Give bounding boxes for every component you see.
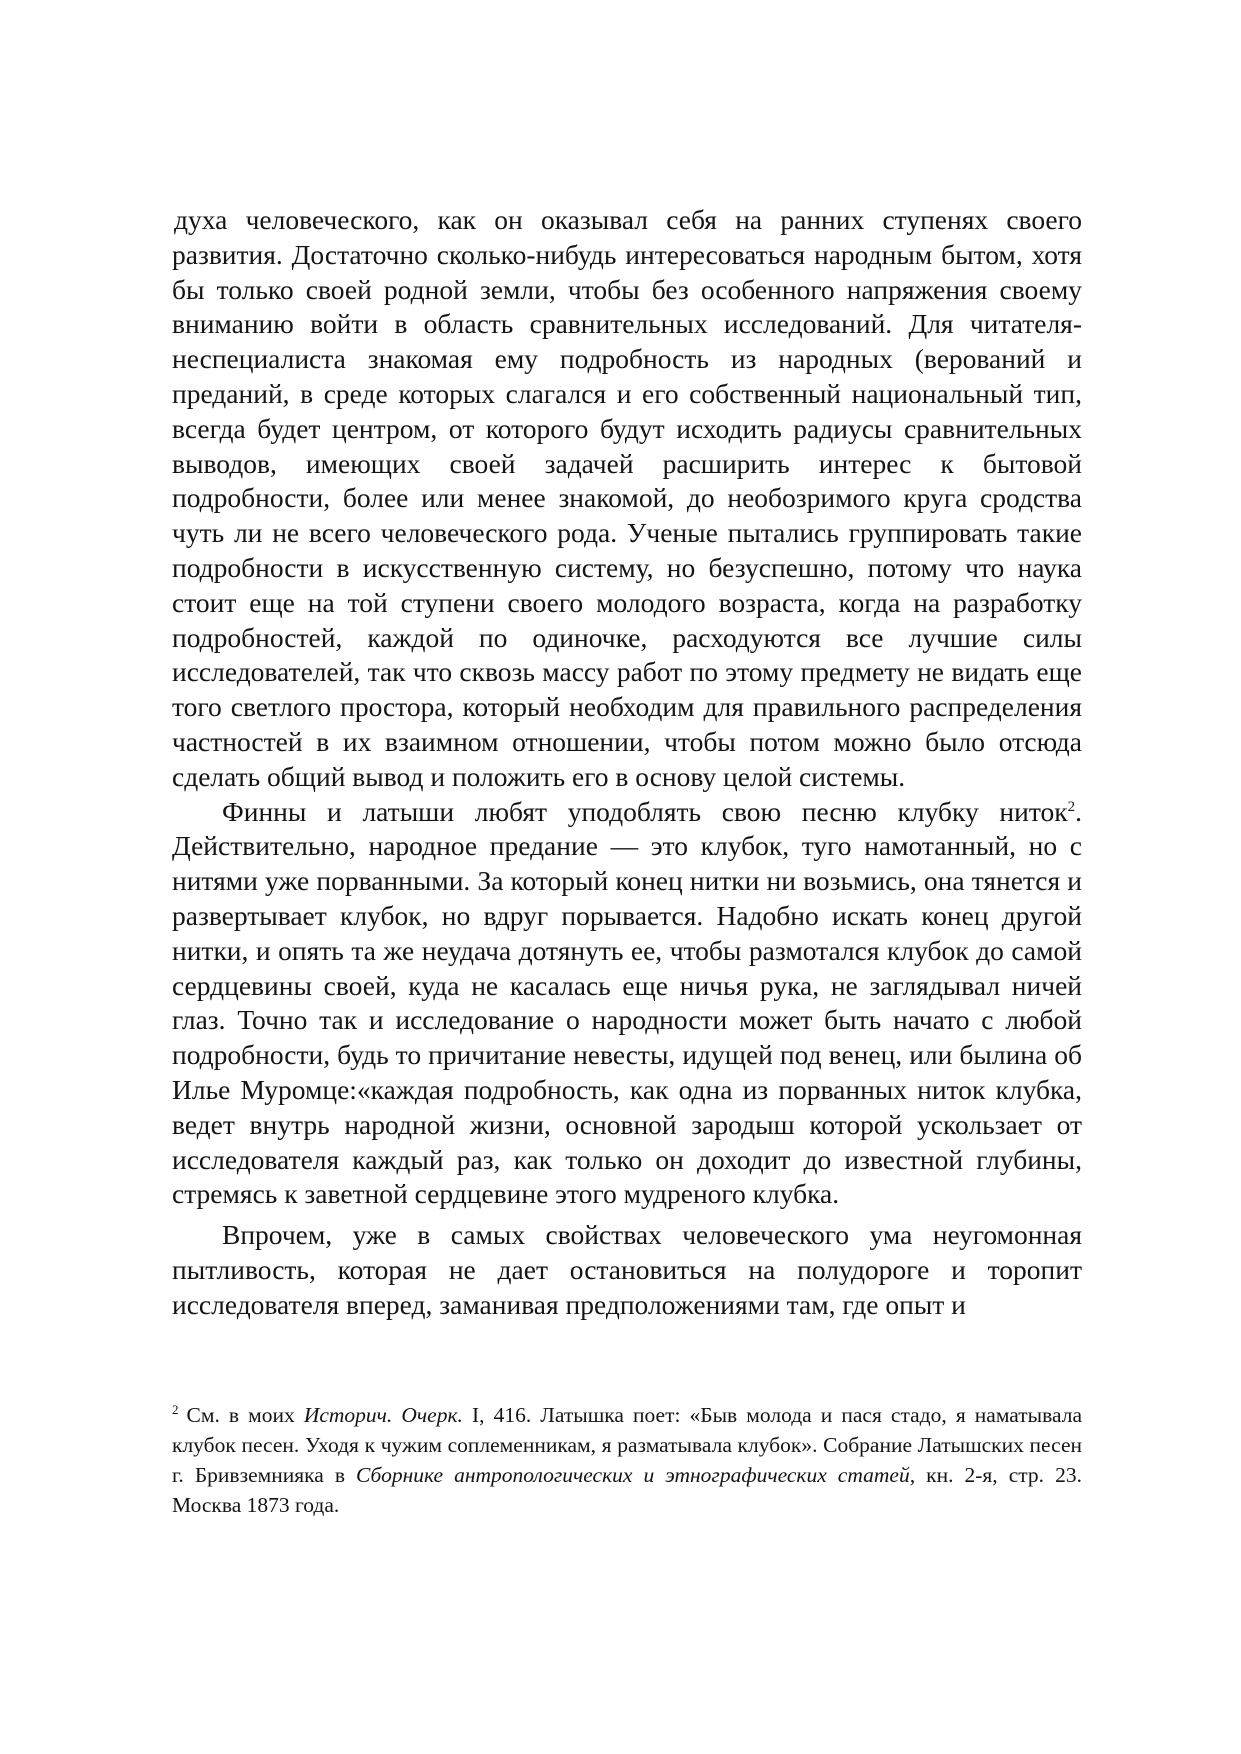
paragraph-text: духа человеческого, как он оказывал себя на ранних ступенях своего развития. Достаточно сколько-нибудь интересоваться народным бытом, хотя бы только своей родной земли, чтобы без особенного напряжения своему вниманию войти в область сравнительных исследований. Для читателя-неспециалиста знакомая ему подробность из народных (верований и преданий, в среде которых слагался и его собственный национальный тип, всегда будет центром, от которого будут исходить радиусы сравнительных выводов, имеющих своей задачей расширить интерес к бытовой подробности, более или менее знакомой, до необозримого круга сродства чуть ли не всего человеческого рода. Ученые пытались группировать такие подробности в искусственную систему, но безуспешно, потому что наука стоит еще на той ступени своего молодого возраста, когда на разработку подробностей, каждой по одиночке, расходуются все лучшие силы исследователей, так что сквозь массу работ по этому предмету не видать еще того светлого простора, который необходим для правильного распределения частностей в их взаимном отношении, чтобы потом можно было отсюда сделать общий вывод и положить его в основу целой системы. [172, 204, 1082, 792]
paragraph-however [172, 1218, 1082, 1322]
footnote-citation-title: Историч. Очерк. [303, 1403, 463, 1427]
footnote-collection-title: Сборнике антропологических и этнографических статей, [356, 1463, 916, 1487]
footnote-text: кн. 2-я, стр. 23. Москва 1873 года. [172, 1463, 1082, 1517]
footnote-text: I, 416. Латышка поет: «Быв молода и пася стадо, я наматывала клубок песен. Уходя к чужим соплеменникам, я разматывала клубок». Собрание Латышских песен г. Бривземнияка в [172, 1403, 1082, 1487]
paragraph-continuation [172, 203, 1082, 795]
footnote-reference[interactable]: 2 [1067, 798, 1076, 815]
paragraph-text: Впрочем, уже в самых свойствах человеческого ума неугомонная пытливость, которая не дает остановиться на полудороге и торопит исследователя вперед, заманивая предположениями там, где опыт и [172, 1219, 1082, 1320]
main-text [172, 203, 1082, 1323]
paragraph-finns-latvians [172, 795, 1082, 1213]
footnote-text: См. в моих [186, 1403, 304, 1427]
footnote-paragraph [172, 1400, 1082, 1520]
footnote [172, 1400, 1082, 1520]
paragraph-text: . Действительно, народное предание — это клубок, туго намотанный, но с нитями уже порванными. За который конец нитки ни возьмись, она тянется и развертывает клубок, но вдруг порывается. Надобно искать конец другой нитки, и опять та же неудача дотянуть ее, чтобы размотался клубок до самой сердцевины своей, куда не касалась еще ничья рука, не заглядывал ничей глаз. Точно так и исследование о народности может быть начато с любой подробности, будь то причитание невесты, идущей под венец, или былина об Илье Муромце:«каждая подробность, как одна из порванных ниток клубка, ведет внутрь народной жизни, основной зародыш которой ускользает от исследователя каждый раз, как только он доходит до известной глубины, стремясь к заветной сердцевине этого мудреного клубка. [172, 795, 1082, 1210]
footnote-mark: 2 [172, 1401, 179, 1417]
paragraph-text: Финны и латыши любят уподоблять свою песню клубку ниток [222, 795, 1068, 827]
